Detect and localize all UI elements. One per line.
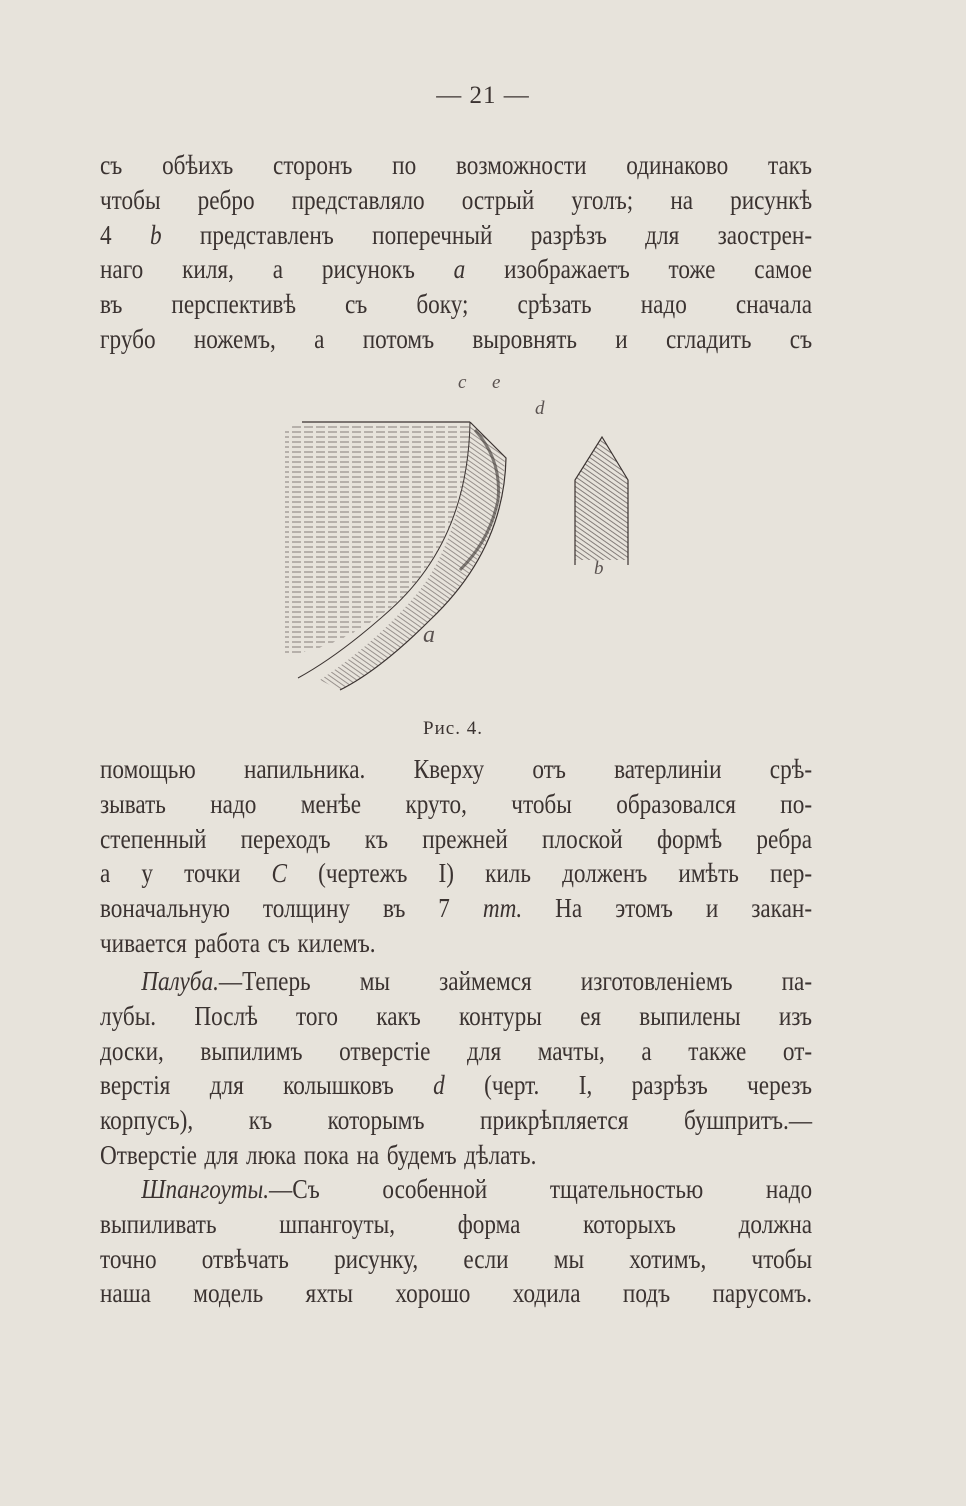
text-line [100,1276,812,1311]
text-segment: грубо ножемъ, а потомъ выровнять и сгладить съ [100,323,813,354]
text-segment: помощью напильника. Кверху отъ ватерлиніи срѣ- [100,754,813,784]
text-segment: представленъ поперечный разрѣзъ для заострен- [161,219,813,250]
text-segment: корпусъ), къ которымъ прикрѣпляется бушпритъ.— [100,1105,813,1136]
text-segment: наго киля, а рисунокъ [100,254,454,285]
text-line [100,148,812,183]
text-line [100,1103,812,1138]
text-line [100,856,812,891]
text-segment: доски, выпилимъ отверстіе для мачты, а также от- [100,1035,813,1066]
text-line [100,1138,812,1173]
page-number: — 21 — [436,82,530,109]
label-e: e [492,372,501,393]
label-d: d [535,398,545,419]
text-segment: верстія для колышковъ [100,1070,434,1101]
label-c: c [458,372,467,393]
text-line [100,926,812,961]
text-line [100,787,812,822]
text-segment: На этомъ и закан- [522,893,813,924]
text-segment: выпиливать шпангоуты, форма которыхъ должна [100,1208,813,1239]
text-segment: въ перспективѣ съ боку; срѣзать надо сначала [100,289,813,320]
text-segment: наша модель яхты хорошо ходила подъ парусомъ. [100,1278,813,1309]
text-segment: (чертежъ I) киль долженъ имѣть пер- [287,858,813,889]
paragraph-deck [100,964,812,1173]
text-block-2 [100,752,812,961]
paragraph-frames [100,1172,812,1311]
text-line [100,252,812,287]
text-line [100,287,812,322]
text-segment: а у точки [100,858,272,889]
text-segment: точно отвѣчать рисунку, если мы хотимъ, чтобы [100,1243,813,1274]
text-segment: воначальную толщину въ 7 [100,893,483,924]
text-line [100,1172,812,1207]
italic-text: Палуба. [141,966,219,996]
text-segment: —Теперь мы займемся изготовленіемъ па- [218,966,813,996]
text-segment: (черт. I, разрѣзъ черезъ [444,1070,813,1101]
text-segment: 4 [100,219,150,250]
italic-text: C [271,858,288,889]
text-segment: —Съ особенной тщательностью надо [269,1174,813,1204]
text-block-1 [100,148,812,357]
italic-text: b [149,219,162,250]
text-line [100,322,812,357]
text-segment: чивается работа съ килемъ. [100,927,376,958]
text-line [100,964,812,999]
text-line [100,1207,812,1242]
italic-text: d [433,1070,445,1101]
text-segment: степенный переходъ къ прежней плоской формѣ ребра [100,823,813,854]
text-line [100,822,812,857]
keel-drawing [280,370,660,700]
keel-perspective-a [285,422,506,690]
text-segment: Отверстіе для люка пока на будемъ дѣлать. [100,1139,537,1170]
label-a: a [423,622,435,648]
italic-text: mm. [482,893,523,924]
italic-text: Шпангоуты. [141,1174,270,1204]
label-b: b [594,558,604,579]
keel-cross-section-b [575,437,628,565]
text-line [100,218,812,253]
text-line [100,999,812,1034]
text-line [100,1242,812,1277]
italic-text: a [453,254,466,285]
text-line [100,752,812,787]
text-line [100,183,812,218]
text-segment: чтобы ребро представляло острый уголъ; на рисункѣ [100,184,813,215]
text-line [100,1068,812,1103]
text-segment: изображаетъ тоже самое [465,254,813,285]
figure-caption: Рис. 4. [423,718,483,739]
figure-4 [280,370,660,700]
text-segment: зывать надо менѣе круто, чтобы образовался по- [100,788,813,819]
text-segment: лубы. Послѣ того какъ контуры ея выпилены изъ [100,1000,813,1031]
text-line [100,1034,812,1069]
text-segment: съ обѣихъ сторонъ по возможности одинаково такъ [100,150,813,180]
text-line [100,891,812,926]
